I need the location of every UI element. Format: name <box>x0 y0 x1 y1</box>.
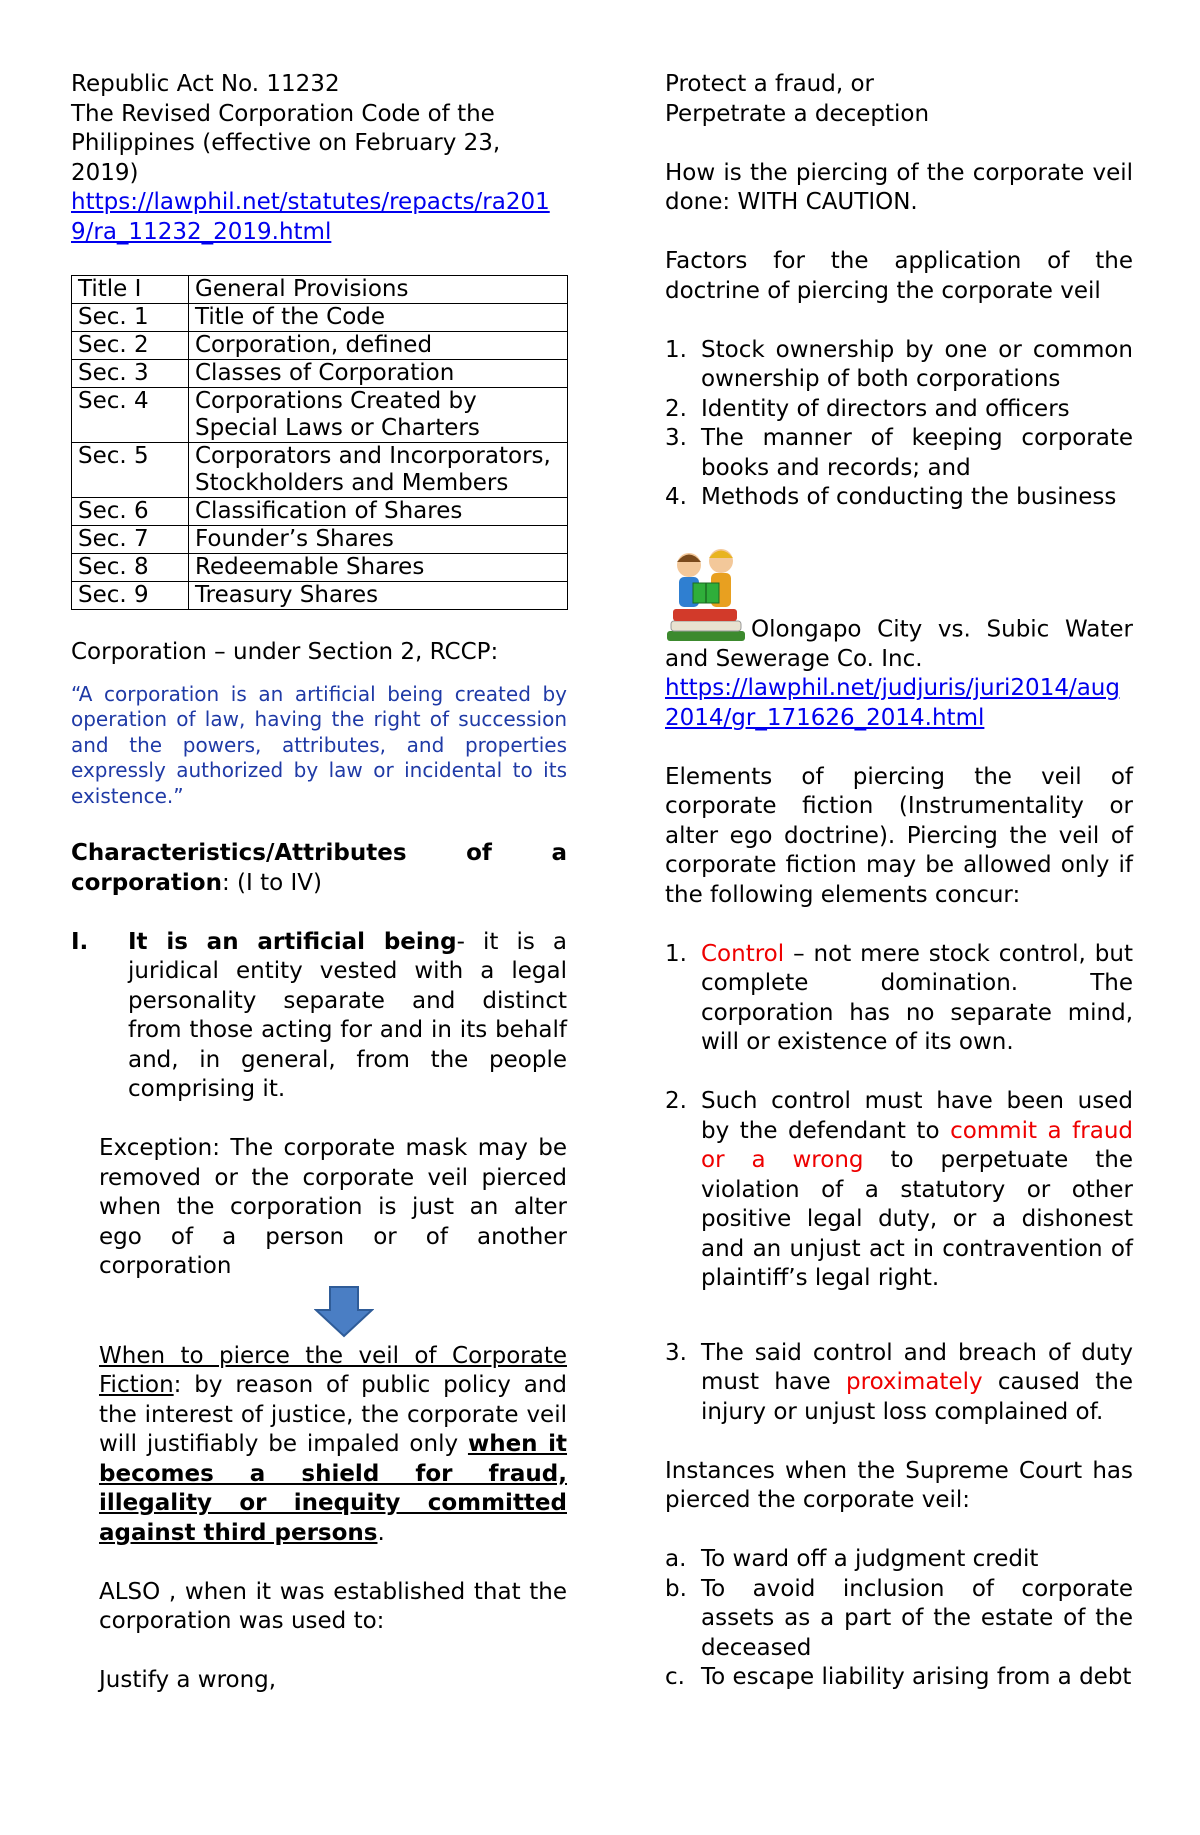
list-text: Stock ownership by one or common ownership of both corporations <box>701 336 1133 392</box>
characteristics-heading-bold: Characteristics/Attributes of a corporation <box>71 840 567 896</box>
left-column <box>71 70 567 1696</box>
list-text: To escape liability arising from a debt <box>701 1664 1132 1690</box>
table-row <box>72 582 568 610</box>
when-to-pierce-body: : by reason of public policy and the interest of justice, the corporate veil will justifiably be impaled only <box>99 1372 567 1457</box>
list-letter: c. <box>665 1664 685 1690</box>
toc-value: General Provisions <box>189 276 568 304</box>
when-to-pierce-emphasis: when it becomes a shield for fraud, illegality or inequity committed against third persons <box>99 1431 568 1546</box>
definition-heading: Corporation – under Section 2, RCCP: <box>71 639 499 665</box>
instances-heading: Instances when the Supreme Court has pierced the corporate veil: <box>665 1457 1133 1513</box>
elements-heading: Elements of piercing the veil of corporate fiction (Instrumentality or alter ego doctrine). Piercing the veil of corporate fiction may be allowed only if the following elements concur: <box>665 763 1133 908</box>
table-row <box>72 360 568 388</box>
down-arrow-icon <box>314 1286 374 1338</box>
list-item <box>665 1545 1133 1575</box>
toc-key: Sec. 9 <box>72 582 189 610</box>
table-row <box>72 332 568 360</box>
list-item <box>665 940 1133 1058</box>
table-row <box>72 388 568 443</box>
toc-key: Sec. 8 <box>72 554 189 582</box>
table-row <box>72 304 568 332</box>
how-text: How is the piercing of the corporate veil done: WITH CAUTION. <box>665 159 1133 215</box>
exception-text: Exception: The corporate mask may be removed or the corporate veil pierced when the corporation is just an alter ego of a person or of another corporation <box>99 1135 567 1279</box>
toc-key: Sec. 7 <box>72 526 189 554</box>
protect-text: Protect a fraud, or <box>665 71 875 97</box>
list-text: To ward off a judgment credit <box>701 1546 1039 1572</box>
element-2-text-a: Such control must have been used by the defendant to <box>701 1088 1133 1144</box>
right-column <box>665 70 1133 1693</box>
toc-value: Corporation, defined <box>189 332 568 360</box>
elements-list <box>665 940 1133 1428</box>
instances-list <box>665 1545 1133 1693</box>
list-item <box>665 1339 1133 1428</box>
element-3-text-b: caused the injury or unjust loss complained of. <box>701 1369 1133 1425</box>
table-row <box>72 276 568 304</box>
list-text: The manner of keeping corporate books and records; and <box>701 425 1133 481</box>
table-row <box>72 498 568 526</box>
toc-value: Corporators and Incorporators, Stockholders and Members <box>189 443 568 498</box>
list-number: 3. <box>665 1339 687 1366</box>
element-3-text-a: The said control and breach of duty must have <box>701 1339 1133 1395</box>
definition-quote: “A corporation is an artificial being created by operation of law, having the right of succession and the powers, attributes, and properties expressly authorized by law or incidental to its existence.” <box>71 681 567 808</box>
list-number: 4. <box>665 484 687 510</box>
toc-value: Treasury Shares <box>189 582 568 610</box>
element-2-highlight: commit a fraud or a wrong <box>701 1117 1133 1173</box>
toc-table <box>71 275 568 610</box>
table-row <box>72 443 568 498</box>
list-number: 3. <box>665 425 687 451</box>
case-title-text: Olongapo City vs. Subic Water and Sewerage Co. Inc. <box>665 616 1133 672</box>
case-link[interactable]: https://lawphil.net/judjuris/juri2014/aug2014/gr_171626_2014.html <box>665 675 1120 731</box>
toc-value: Founder’s Shares <box>189 526 568 554</box>
toc-value: Classes of Corporation <box>189 360 568 388</box>
list-item <box>665 395 1133 425</box>
toc-value: Corporations Created by Special Laws or Charters <box>189 388 568 443</box>
case-title <box>665 545 1133 675</box>
item-1-bold: It is an artificial being <box>128 928 457 955</box>
statute-link[interactable]: https://lawphil.net/statutes/repacts/ra2019/ra_11232_2019.html <box>71 189 550 245</box>
toc-key: Sec. 5 <box>72 443 189 498</box>
item-1-text: - it is a juridical entity vested with a legal personality separate and distinct from those acting for and in its behalf and, in general, from the people comprising it. <box>128 928 568 1102</box>
toc-key: Sec. 1 <box>72 304 189 332</box>
toc-key: Title I <box>72 276 189 304</box>
when-to-pierce-label: When to pierce the veil of Corporate Fiction <box>99 1342 567 1398</box>
toc-key: Sec. 3 <box>72 360 189 388</box>
list-item <box>665 483 1133 513</box>
element-1-text: – not mere stock control, but complete domination. The corporation has no separate mind, will or existence of its own. <box>701 940 1133 1055</box>
toc-key: Sec. 6 <box>72 498 189 526</box>
kids-reading-icon <box>665 545 747 645</box>
characteristics-heading <box>71 839 567 898</box>
list-item <box>665 424 1133 483</box>
list-text: Methods of conducting the business <box>701 484 1117 510</box>
list-item <box>665 1087 1133 1294</box>
characteristic-item-1 <box>71 928 567 1105</box>
toc-value: Title of the Code <box>189 304 568 332</box>
also-text: ALSO , when it was established that the corporation was used to: <box>99 1578 567 1634</box>
list-number: 1. <box>665 940 687 967</box>
justify-text: Justify a wrong, <box>99 1667 277 1693</box>
list-number: 2. <box>665 1088 687 1114</box>
toc-key: Sec. 4 <box>72 388 189 443</box>
table-row <box>72 554 568 582</box>
element-2-text-b: to perpetuate the violation of a statutory or other positive legal duty, or a dishonest and an unjust act in contravention of plaintiff’s legal right. <box>701 1147 1133 1291</box>
factors-list <box>665 336 1133 513</box>
item-number: I. <box>71 928 89 955</box>
list-letter: a. <box>665 1546 687 1572</box>
when-to-pierce-end: . <box>377 1519 385 1546</box>
perpetrate-text: Perpetrate a deception <box>665 100 930 127</box>
factors-heading: Factors for the application of the doctrine of piercing the corporate veil <box>665 248 1133 304</box>
list-item <box>665 1575 1133 1664</box>
list-text: Identity of directors and officers <box>701 395 1070 422</box>
list-item <box>665 1663 1133 1693</box>
element-3-highlight: proximately <box>846 1369 983 1395</box>
list-number: 2. <box>665 395 687 422</box>
toc-value: Redeemable Shares <box>189 554 568 582</box>
list-letter: b. <box>665 1575 687 1602</box>
element-1-highlight: Control <box>701 940 785 967</box>
act-number: Republic Act No. 11232 <box>71 71 340 97</box>
toc-key: Sec. 2 <box>72 332 189 360</box>
list-text: To avoid inclusion of corporate assets as a part of the estate of the deceased <box>701 1575 1133 1661</box>
toc-value: Classification of Shares <box>189 498 568 526</box>
list-item <box>665 336 1133 395</box>
table-row <box>72 526 568 554</box>
when-to-pierce-text <box>99 1342 567 1549</box>
code-title: The Revised Corporation Code of the Philippines (effective on February 23, 2019) <box>71 100 501 186</box>
characteristics-heading-rest: : (I to IV) <box>221 869 322 896</box>
list-number: 1. <box>665 336 687 363</box>
